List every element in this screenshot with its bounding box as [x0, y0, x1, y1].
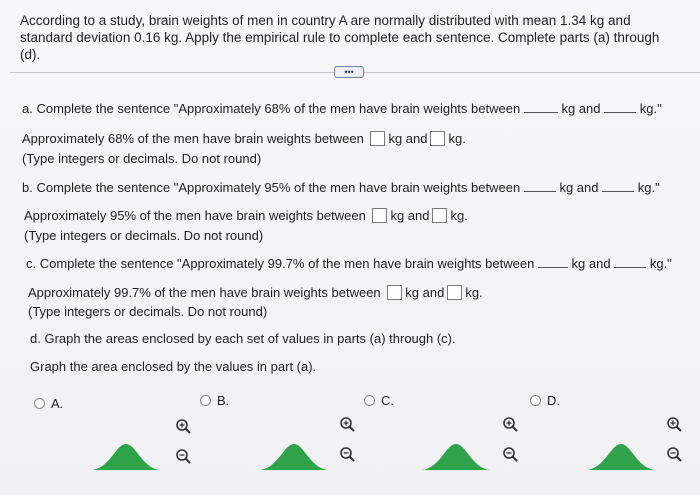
part-c-lower-input[interactable] — [387, 285, 402, 300]
option-b-graph — [258, 440, 330, 470]
expand-more-button[interactable]: ••• — [334, 66, 364, 78]
part-b-prompt-text: b. Complete the sentence "Approximately 95% of the men have brain weights between — [22, 180, 521, 195]
zoom-in-icon[interactable] — [502, 416, 518, 432]
part-b-answer-mid: kg and — [390, 208, 430, 223]
option-d-radio[interactable] — [530, 395, 541, 406]
zoom-in-icon[interactable] — [175, 418, 191, 434]
option-b-label: B. — [217, 393, 230, 408]
problem-statement: According to a study, brain weights of men in country A are normally distributed with mean 1.34 kg and standard deviation 0.16 kg. Apply the empirical rule to complete each sentence. Complete parts (a) through (d). — [20, 13, 660, 62]
part-a-answer-line — [22, 131, 466, 146]
part-b-kg-and: kg and — [559, 180, 599, 195]
part-b-prompt — [22, 179, 660, 195]
part-a-upper-input[interactable] — [430, 131, 445, 146]
option-a-radio[interactable] — [34, 398, 45, 409]
part-a-blank-2 — [604, 100, 636, 113]
zoom-out-icon[interactable] — [339, 446, 355, 462]
option-d-label: D. — [547, 393, 560, 408]
option-c-graph — [420, 440, 492, 470]
zoom-in-icon[interactable] — [339, 416, 355, 432]
part-c-prompt-text: c. Complete the sentence "Approximately 99.7% of the men have brain weights between — [26, 256, 535, 271]
part-a-blank-1 — [524, 100, 558, 113]
part-b-answer-line — [24, 208, 468, 223]
part-a-prompt-text: a. Complete the sentence "Approximately 68% of the men have brain weights between — [22, 101, 521, 116]
part-d-prompt: d. Graph the areas enclosed by each set of values in parts (a) through (c). — [30, 331, 456, 346]
part-b-kg-end: kg." — [637, 180, 660, 195]
part-c-upper-input[interactable] — [447, 285, 462, 300]
zoom-out-icon[interactable] — [502, 446, 518, 462]
part-a-kg-end: kg." — [639, 101, 662, 116]
part-c-kg-and: kg and — [571, 256, 611, 271]
part-d-subprompt: Graph the area enclosed by the values in part (a). — [30, 359, 317, 374]
option-d-graph — [585, 440, 657, 470]
part-b-hint: (Type integers or decimals. Do not round) — [24, 228, 264, 243]
part-c-answer-prefix: Approximately 99.7% of the men have brain weights between — [28, 285, 381, 300]
part-c-answer-end: kg. — [465, 285, 483, 300]
part-c-kg-end: kg." — [649, 256, 672, 271]
part-c-answer-line — [28, 285, 483, 300]
option-c-radio[interactable] — [364, 395, 375, 406]
part-a-answer-end: kg. — [448, 131, 466, 146]
part-a-prompt — [22, 100, 662, 116]
part-b-blank-2 — [602, 179, 634, 192]
part-c-blank-2 — [614, 255, 646, 268]
part-b-answer-end: kg. — [450, 208, 468, 223]
option-b-radio[interactable] — [200, 395, 211, 406]
option-a[interactable] — [34, 396, 63, 411]
option-c[interactable] — [364, 393, 394, 408]
part-b-answer-prefix: Approximately 95% of the men have brain weights between — [24, 208, 366, 223]
zoom-in-icon[interactable] — [666, 416, 682, 432]
part-b-upper-input[interactable] — [432, 208, 447, 223]
part-c-prompt — [26, 255, 672, 271]
part-c-hint: (Type integers or decimals. Do not round) — [28, 304, 268, 319]
option-b[interactable] — [200, 393, 229, 408]
part-a-lower-input[interactable] — [370, 131, 385, 146]
part-c-blank-1 — [538, 255, 568, 268]
option-a-label: A. — [51, 396, 64, 411]
option-c-label: C. — [381, 393, 394, 408]
zoom-out-icon[interactable] — [175, 448, 191, 464]
part-c-answer-mid: kg and — [405, 285, 445, 300]
option-a-graph — [90, 440, 162, 470]
zoom-out-icon[interactable] — [666, 446, 682, 462]
part-a-hint: (Type integers or decimals. Do not round) — [22, 151, 262, 166]
part-b-blank-1 — [524, 179, 556, 192]
part-a-kg-and: kg and — [561, 101, 601, 116]
option-d[interactable] — [530, 393, 560, 408]
part-a-answer-prefix: Approximately 68% of the men have brain weights between — [22, 131, 364, 146]
part-b-lower-input[interactable] — [372, 208, 387, 223]
part-a-answer-mid: kg and — [388, 131, 428, 146]
